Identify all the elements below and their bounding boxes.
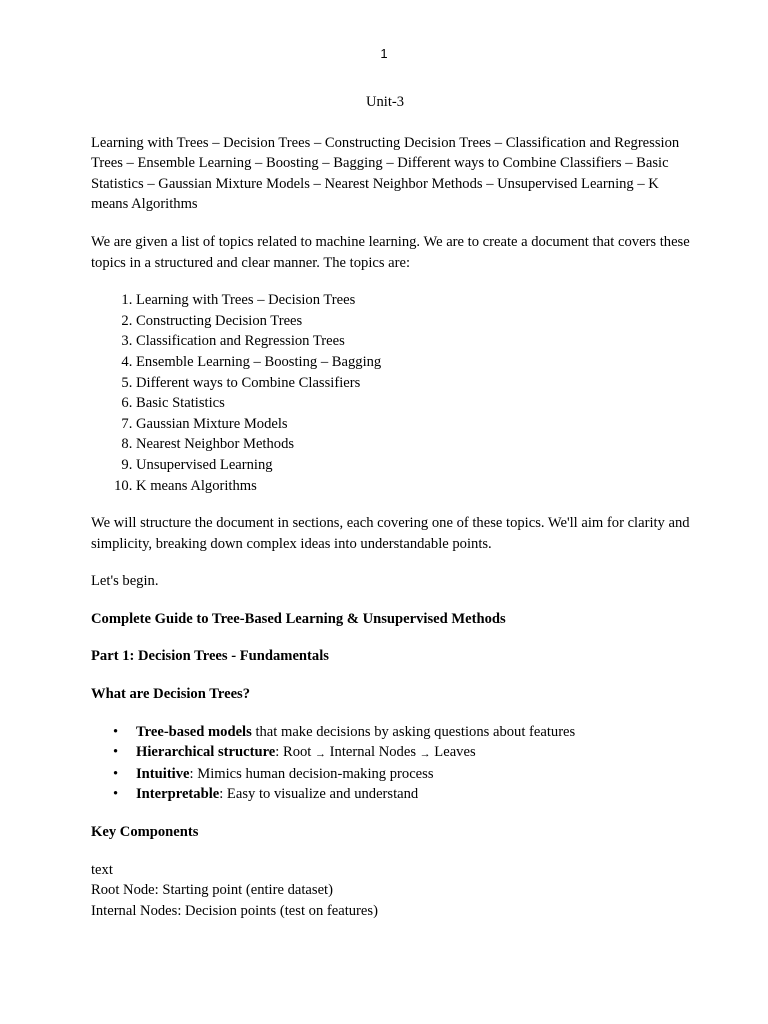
bullet-bold-term: Tree-based models — [136, 723, 252, 740]
bullet-text: Leaves — [430, 744, 476, 761]
given-paragraph: We are given a list of topics related to machine learning. We are to create a document that covers these topics in a structured and clear manner. The topics are: — [91, 233, 690, 271]
bullet-bold-term: Intuitive — [136, 765, 190, 782]
unit-title: Unit-3 — [365, 94, 405, 110]
list-item: 4. Ensemble Learning – Boosting – Bagging — [136, 352, 691, 373]
list-item — [136, 722, 691, 743]
right-arrow-icon: → — [419, 748, 431, 761]
topic-list — [91, 290, 691, 496]
page-number: 1 — [380, 46, 388, 61]
document-body — [91, 92, 691, 921]
bullet-text: : Easy to visualize and understand — [219, 786, 419, 803]
code-line: Root Node: Starting point (entire dataset) — [91, 882, 333, 899]
intro-topics-paragraph: Learning with Trees – Decision Trees – Constructing Decision Trees – Classification and Regression Trees – Ensemble Learning – Boosting – Bagging – Different ways to Combine Classifiers – Basic Statistics – Gaussian Mixture Models – Nearest Neighbor Methods – Unsupervised Learning – K means Algorithms — [91, 134, 680, 213]
guide-title: Complete Guide to Tree-Based Learning & Unsupervised Methods — [91, 610, 506, 627]
what-are-decision-trees-heading: What are Decision Trees? — [91, 686, 251, 703]
list-item: 10. K means Algorithms — [136, 476, 691, 497]
list-item: 6. Basic Statistics — [136, 393, 691, 414]
list-item: 5. Different ways to Combine Classifiers — [136, 373, 691, 394]
lets-begin-paragraph: Let's begin. — [91, 573, 159, 590]
list-item: 1. Learning with Trees – Decision Trees — [136, 290, 691, 311]
structure-paragraph: We will structure the document in sections, each covering one of these topics. We'll aim for clarity and simplicity, breaking down complex ideas into understandable points. — [91, 515, 690, 552]
features-bullet-list — [91, 722, 691, 805]
list-item: 8. Nearest Neighbor Methods — [136, 434, 691, 455]
list-item — [136, 784, 691, 805]
list-item — [136, 742, 691, 764]
part1-title: Part 1: Decision Trees - Fundamentals — [91, 648, 329, 665]
bullet-text: : Mimics human decision-making process — [189, 765, 434, 782]
list-item: 9. Unsupervised Learning — [136, 455, 691, 476]
bullet-bold-term: Interpretable — [136, 786, 220, 803]
list-item: 3. Classification and Regression Trees — [136, 331, 691, 352]
list-item — [136, 764, 691, 785]
bullet-text: : Root — [275, 744, 312, 761]
list-item: 7. Gaussian Mixture Models — [136, 414, 691, 435]
right-arrow-icon: → — [315, 748, 327, 761]
code-line: text — [91, 861, 113, 878]
key-components-heading: Key Components — [91, 824, 199, 841]
bullet-text: Internal Nodes — [326, 744, 420, 761]
code-line: Internal Nodes: Decision points (test on features) — [91, 902, 378, 919]
bullet-bold-term: Hierarchical structure — [136, 744, 276, 761]
bullet-text: that make decisions by asking questions about features — [251, 723, 576, 740]
list-item: 2. Constructing Decision Trees — [136, 311, 691, 332]
